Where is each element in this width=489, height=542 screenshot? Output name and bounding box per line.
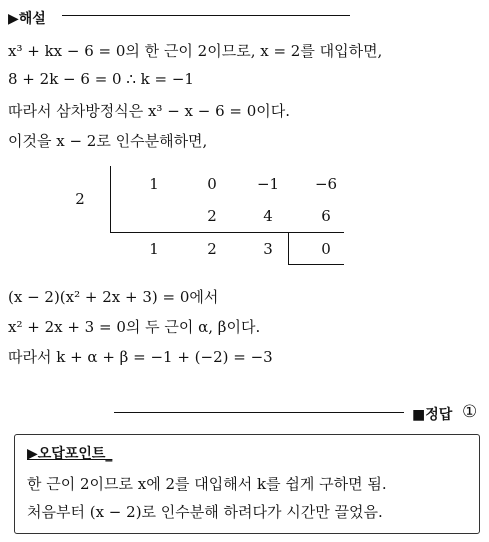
solution-line-6: x² + 2x + 3 = 0의 두 근이 α, β이다. — [8, 318, 261, 336]
divisor: 2 — [75, 190, 85, 208]
remainder-cell: 0 — [321, 240, 331, 258]
product-cell: 2 — [207, 207, 217, 225]
division-bar-vertical — [110, 166, 111, 232]
result-cell: 1 — [149, 240, 159, 258]
result-cell: 2 — [207, 240, 217, 258]
answer-value: ① — [462, 402, 478, 422]
coef-cell: −1 — [256, 175, 280, 193]
solution-line-1: x³ + kx − 6 = 0의 한 근이 2이므로, x = 2를 대입하면, — [8, 42, 383, 60]
answer-label: ■정답 — [412, 407, 453, 423]
solution-line-7: 따라서 k + α + β = −1 + (−2) = −3 — [8, 348, 273, 366]
result-cell: 3 — [263, 240, 273, 258]
solution-line-4: 이것을 x − 2로 인수분해하면, — [8, 132, 208, 150]
product-cell: 4 — [263, 207, 273, 225]
solution-line-5: (x − 2)(x² + 2x + 3) = 0에서 — [8, 288, 219, 306]
tip-title: ▶오답포인트_ — [27, 446, 113, 462]
section-header: ▶해설 — [8, 11, 46, 27]
answer-rule — [114, 412, 404, 413]
tip-line-1: 한 근이 2이므로 x에 2를 대입해서 k를 쉽게 구하면 됨. — [27, 475, 387, 493]
coef-cell: 1 — [149, 175, 159, 193]
solution-line-2: 8 + 2k − 6 = 0 ∴ k = −1 — [8, 70, 194, 88]
solution-line-3: 따라서 삼차방정식은 x³ − x − 6 = 0이다. — [8, 102, 291, 120]
product-cell: 6 — [321, 207, 331, 225]
coef-cell: 0 — [207, 175, 217, 193]
remainder-box-left — [288, 232, 289, 264]
wrong-answer-tip-box — [14, 434, 480, 534]
division-bar-horizontal — [110, 232, 344, 233]
tip-line-2: 처음부터 (x − 2)로 인수분해 하려다가 시간만 끌었음. — [27, 503, 383, 521]
header-rule — [62, 15, 350, 16]
remainder-box-bottom — [288, 264, 344, 265]
coef-cell: −6 — [314, 175, 338, 193]
